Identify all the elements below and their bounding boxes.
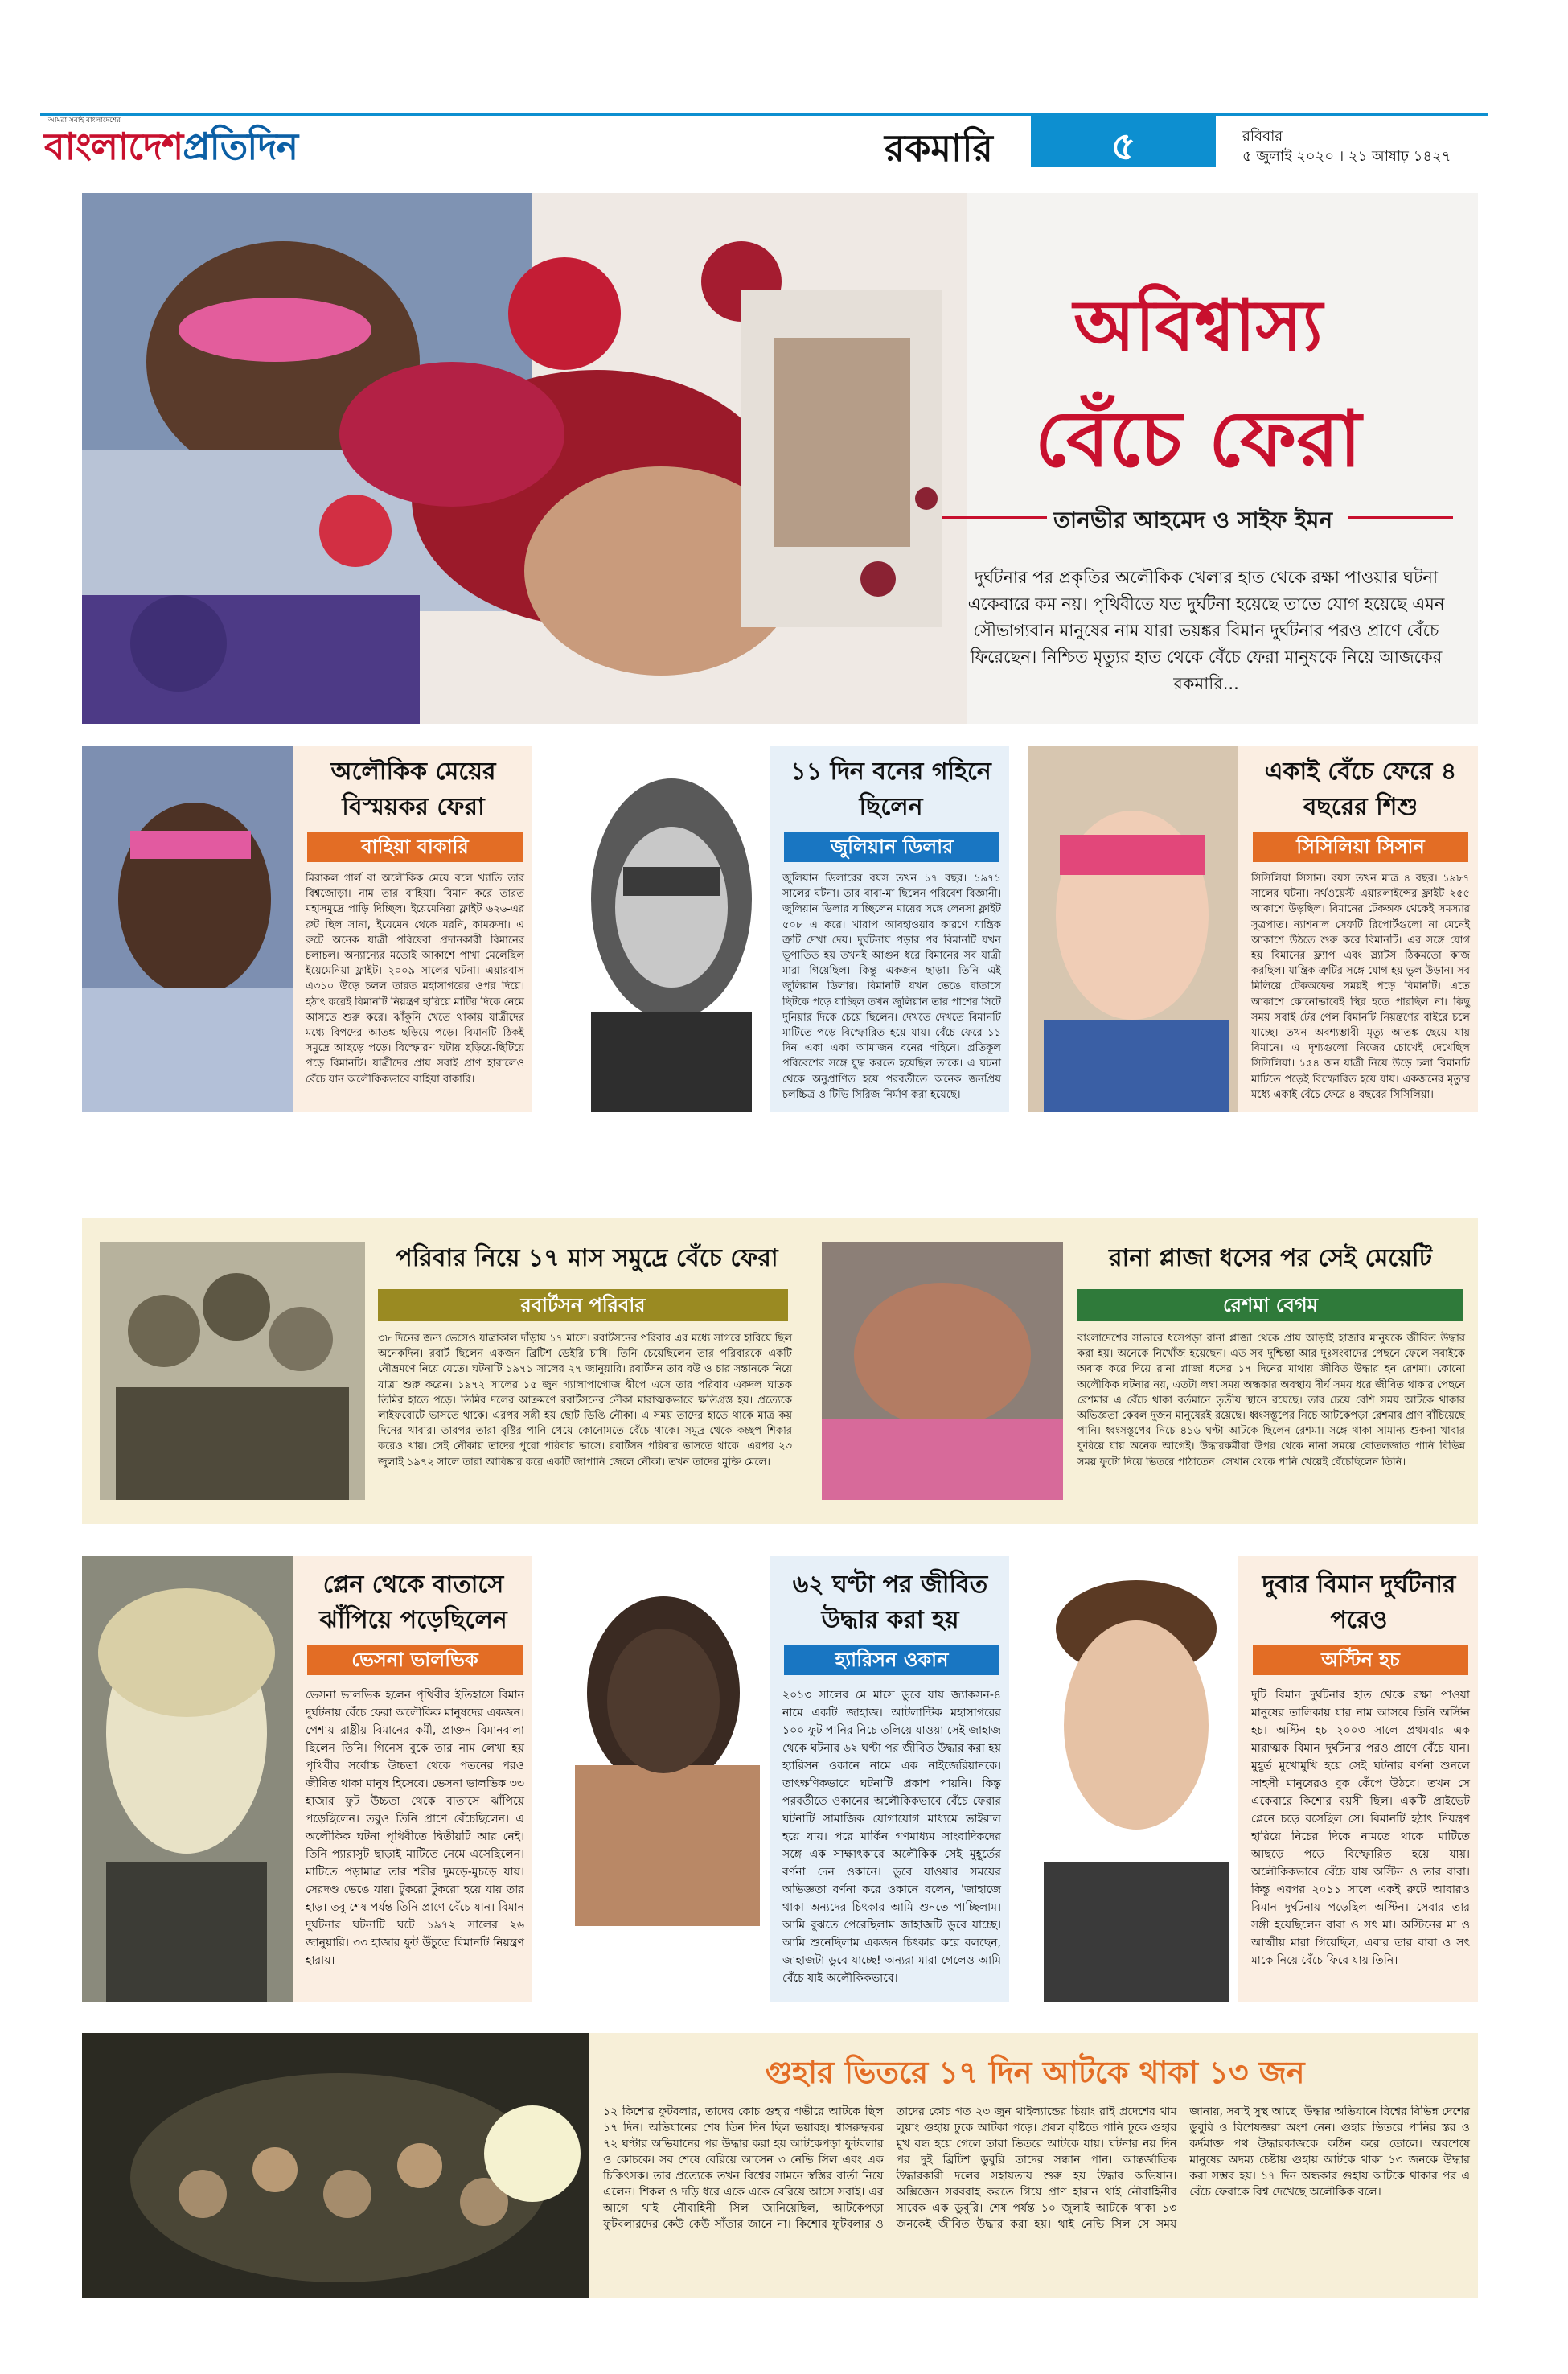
story-juliane [559,746,1009,1112]
masthead-rule [40,113,1488,116]
bahia-title: অলৌকিক মেয়ের বিস্ময়কর ফেরা [330,758,496,821]
story-harrison [559,1556,1009,2002]
robertson-name-bar: রবার্টসন পরিবার [378,1289,788,1321]
vesna-photo [82,1556,293,2002]
hero-banner [82,193,1478,724]
hero-byline: তানভীর আহমেদ ও সাইফ ইমন [1053,507,1333,533]
austin-photo [1028,1556,1238,2002]
vesna-name-bar: ভেসনা ভালভিক [307,1645,523,1675]
story-bahia [82,746,532,1112]
story-vesna [82,1556,532,2002]
austin-title: দুবার বিমান দুর্ঘটনার পরেও [1262,1571,1456,1634]
robertson-photo [100,1242,365,1500]
byline-rule-right [1348,516,1453,519]
bahia-photo [82,746,293,1112]
hero-title-line2: বেঁচে ফেরা [1035,394,1361,484]
austin-body: দুটি বিমান দুর্ঘটনার হাত থেকে রক্ষা পাওয়া মানুষের তালিকায় যার নাম আসবে তিনি অস্টিন হচ। অস্টিন হচ ২০০৩ সালে প্রথমবার এক মারাত্মক বিমান দুর্ঘটনার পরও প্রাণে বেঁচে যান। মুহূর্ত মুখোমুখি হয়ে সেই ঘটনার বর্ণনা শুনলে সাহসী মানুষেরও বুক কেঁপে উঠবে। তখন সে একেবারে কিশোর বয়সী ছিল। একটি প্রাইভেট প্লেনে চড়ে বসেছিল সে। বিমানটি হঠাৎ নিয়ন্ত্রণ হারিয়ে নিচের দিকে নামতে থাকে। মাটিতে আছড়ে পড়ে বিস্ফোরিত হয়ে যায়। অলৌকিকভাবে বেঁচে যায় অস্টিন ও তার বাবা। কিন্তু এরপর ২০১১ সালে একই রুটে আবারও বিমান দুর্ঘটনায় পড়েছিল অস্টিন। সেবার তার সঙ্গী হয়েছিলেন বাবা ও সৎ মা। অস্টিনের মা ও আত্মীয় মারা গিয়েছিল, এবার তার বাবা ও সৎ মাকে নিয়ে বেঁচে ফিরে যায় তিনি। [1251,1689,1470,1967]
paper-logo[interactable] [44,119,298,180]
reshma-body: বাংলাদেশের সাভারে ধসেপড়া রানা প্লাজা থেকে প্রায় আড়াই হাজার মানুষকে জীবিত উদ্ধার করা হয়। অনেকে নিখোঁজ হয়েছেন। এত সব দুশ্চিন্তা আর দুঃসংবাদের পেছনে ফেলে সবাইকে অবাক করে দিয়ে রানা প্লাজা ধসের ১৭ দিনের মাথায় জীবিত উদ্ধার হন রেশমা। কোনো অলৌকিক ঘটনার নয়, এতটা লম্বা সময় অন্ধকার অবস্থায় দীর্ঘ সময় ধরে জীবিত থাকার পেছনে রেশমার এ বেঁচে থাকা বর্তমানে তৃতীয় স্থানে রয়েছে। তার চেয়ে বেশি সময় আটকে থাকার অভিজ্ঞতা কেবল দুজন মানুষেরই রয়েছে। ধ্বংসস্তূপের নিচে আটকেপড়া রেশমার প্রাণ বাঁচিয়েছে পানি। ধ্বংসস্তূপের নিচে ৪১৬ ঘণ্টা আটকে ছিলেন রেশমা। সঙ্গে থাকা সামান্য শুকনা খাবার ফুরিয়ে যায় অনেক আগেই। উদ্ধারকর্মীরা উপর থেকে নানা সময়ে বোতলজাত পানি বিভিন্ন সময় ফুটো দিয়ে ভিতরে পাঠাতেন। সেখান থেকে পানি খেয়েই বেঁচেছিলেন তিনি। [1077,1333,1465,1468]
juliane-photo [559,746,770,1112]
robertson-title: পরিবার নিয়ে ১৭ মাস সমুদ্রে বেঁচে ফেরা [396,1244,778,1272]
cecelia-body: সিসিলিয়া সিসান। বয়স তখন মাত্র ৪ বছর। ১৯৮৭ সালের ঘটনা। নর্থওয়েস্ট এয়ারলাইন্সের ফ্লাইট ২৫৫ আকাশে উড়ছিল। বিমানের টেকঅফ থেকেই সমস্যার সূত্রপাত। ন্যাশনাল সেফটি রিপোর্টগুলো না মেনেই আকাশে উঠতে শুরু করে বিমানটি। এর সঙ্গে যোগ হয় বিমানের ফ্ল্যাপ এবং স্ল্যাটস ঠিকমতো কাজ করছিল। যান্ত্রিক ত্রুটির সঙ্গে যোগ হয় ভুল উড়ান। সব মিলিয়ে টেকঅফের সময়ই পড়ে বিমানটি। এতে আকাশে কোনোভাবেই স্থির হতে পারছিল না। কিছু সময় সবাই টের পেল বিমানটি নিয়ন্ত্রণের বাইরে চলে যাচ্ছে। তখন অবশ্যম্ভাবী মৃত্যু আতঙ্ক ছেয়ে যায় বিমানে। এ দৃশ্যগুলো নিজের চোখেই দেখেছিল সিসিলিয়া। ১৫৪ জন যাত্রী নিয়ে উড়ে চলা বিমানটি মাটিতে পড়েই বিস্ফোরিত হয়ে যায়। একজনের মৃত্যুর মধ্যে একাই বেঁচে ফেরে ৪ বছরের সিসিলিয়া। [1251,873,1470,1101]
cave-title: গুহার ভিতরে ১৭ দিন আটকে থাকা ১৩ জন [765,2055,1305,2090]
cecelia-photo [1028,746,1238,1112]
hero-title-line1: অবিশ্বাস্য [1073,284,1323,367]
juliane-body: জুলিয়ান ডিলারের বয়স তখন ১৭ বছর। ১৯৭১ সালের ঘটনা। তার বাবা-মা ছিলেন পরিবেশ বিজ্ঞানী। জুলিয়ান ডিলার যাচ্ছিলেন মায়ের সঙ্গে লেনসা ফ্লাইট ৫০৮ এ করে। খারাপ আবহাওয়ার কারণে যান্ত্রিক ত্রুটি দেখা দেয়। দুর্ঘটনায় পড়ার পর বিমানটি যখন ভূপাতিত হয় তখনই আগুন ধরে বিমানের সব যাত্রী মারা গিয়েছিল। কিন্তু একজন ছাড়া। তিনি এই জুলিয়ান ডিলার। বিমানটি যখন ভেঙে বাতাসে ছিটকে পড়ে যাচ্ছিল তখন জুলিয়ান তার পাশের সিটে দুনিয়ার দিকে চেয়ে ছিলেন। দেখতে দেখতে বিমানটি মাটিতে পড়ে বিস্ফোরিত হয়ে যায়। বেঁচে ফেরে ১১ দিন একা একা আমাজন বনের গহিনে। প্রতিকূল পরিবেশের সঙ্গে যুদ্ধ করতে হয়েছিল তাকে। এ ঘটনা থেকে অনুপ্রাণিত হয়ে পরবর্তীতে অনেক জনপ্রিয় চলচ্চিত্র ও টিভি সিরিজ নির্মাণ করা হয়েছে। [782,873,1001,1101]
reshma-name-bar: রেশমা বেগম [1077,1289,1463,1321]
juliane-name-bar: জুলিয়ান ডিলার [784,832,999,862]
harrison-name-bar: হ্যারিসন ওকান [784,1645,999,1675]
vesna-body: ভেসনা ভালভিক হলেন পৃথিবীর ইতিহাসে বিমান দুর্ঘটনায় বেঁচে ফেরা অলৌকিক মানুষদের একজন। পেশায় রাষ্ট্রীয় বিমানের কর্মী, প্রাক্তন বিমানবালা ছিলেন তিনি। গিনেস বুকে তার নাম লেখা হয় পৃথিবীর সর্বোচ্চ উচ্চতা থেকে পতনের পরও জীবিত থাকা মানুষ হিসেবে। ভেসনা ভালভিক ৩৩ হাজার ফুট উচ্চতা থেকে বাতাসে ঝাঁপিয়ে পড়েছিলেন। তবুও তিনি প্রাণে বেঁচেছিলেন। এ অলৌকিক ঘটনা পৃথিবীতে দ্বিতীয়টি আর নেই। তিনি প্যারাসুট ছাড়াই মাটিতে নেমে এসেছিলেন। মাটিতে পড়ামাত্র তার শরীর দুমড়ে-মুচড়ে যায়। সেরদণ্ড ভেঙে যায়। টুকরো টুকরো হয়ে যায় তার হাড়। তবু শেষ পর্যন্ত তিনি প্রাণে বেঁচে যান। বিমান দুর্ঘটনার ঘটনাটি ঘটে ১৯৭২ সালের ২৬ জানুয়ারি। ৩৩ হাজার ফুট উঁচুতে বিমানটি নিয়ন্ত্রণ হারায়। [306,1689,524,1967]
reshma-photo [822,1242,1063,1500]
issue-day: রবিবার [1242,128,1283,145]
cave-photo [82,2033,589,2298]
harrison-body: ২০১৩ সালের মে মাসে ডুবে যায় জ্যাকসন-৪ নামে একটি জাহাজ। আটলান্টিক মহাসাগরের ১০০ ফুট পানির নিচে তলিয়ে যাওয়া সেই জাহাজ থেকে ঘটনার ৬২ ঘণ্টা পর জীবিত উদ্ধার করা হয় হ্যারিসন ওকানে নামে এক নাইজেরিয়ানকে। তাৎক্ষণিকভাবে ঘটনাটি প্রকাশ পায়নি। কিন্তু পরবর্তীতে ওকানের অলৌকিকভাবে বেঁচে ফেরার ঘটনাটি সামাজিক যোগাযোগ মাধ্যমে ভাইরাল হয়ে যায়। পরে মার্কিন গণমাধ্যম সাংবাদিকদের সঙ্গে এক সাক্ষাৎকারে অলৌকিক সেই মুহূর্তের বর্ণনা দেন ওকানে। ডুবে যাওয়ার সময়ের অভিজ্ঞতা বর্ণনা করে ওকানে বলেন, 'জাহাজে থাকা অন্যদের চিৎকার আমি শুনতে পাচ্ছিলাম। আমি বুঝতে পেরেছিলাম জাহাজটি ডুবে যাচ্ছে। আমি শুনেছিলাম একজন চিৎকার করে বলছেন, জাহাজটা ডুবে যাচ্ছে! অন্যরা মারা গেলেও আমি বেঁচে যাই অলৌকিকভাবে। [782,1689,1001,1985]
vesna-title: প্লেন থেকে বাতাসে ঝাঁপিয়ে পড়েছিলেন [319,1571,507,1634]
cecelia-title: একাই বেঁচে ফেরে ৪ বছরের শিশু [1264,758,1457,821]
page-number-box [1031,113,1216,167]
story-cave [82,2033,1478,2298]
paper-name-b: প্রতিদিন [183,125,298,168]
cecelia-name-bar: সিসিলিয়া সিসান [1253,832,1468,862]
section-title: রকমারি [885,126,993,170]
paper-name-a: বাংলাদেশ [44,125,183,168]
masthead-tagline: আমরা সবাই বাংলাদেশের [48,117,121,125]
page-number: ৫ [1110,124,1136,169]
hero-intro: দুর্ঘটনার পর প্রকৃতির অলৌকিক খেলার হাত থেকে রক্ষা পাওয়ার ঘটনা একেবারে কম নয়। পৃথিবীতে যত দুর্ঘটনা হয়েছে তাতে যোগ হয়েছে এমন সৌভাগ্যবান মানুষের নাম যারা ভয়ঙ্কর বিমান দুর্ঘটনার পরও প্রাণে বেঁচে ফিরেছেন। নিশ্চিত মৃত্যুর হাত থেকে বেঁচে ফেরা মানুষকে নিয়ে আজকের রকমারি... [967,568,1445,693]
story-cecelia [1028,746,1478,1112]
story-austin [1028,1556,1478,2002]
bahia-body: মিরাকল গার্ল বা অলৌকিক মেয়ে বলে খ্যাতি তার বিশ্বজোড়া। নাম তার বাহিয়া। বিমান করে তারত মহাসমুদ্রে পাড়ি দিচ্ছিল। ইয়েমেনিয়া ফ্লাইট ৬২৬-এর রুট ছিল সানা, ইয়েমেন থেকে মরনি, কামরুসা। এ রুটে অনেক যাত্রী পরিষেবা প্রদানকারী বিমানের চলাচল। অন্যান্যের মতোই আকাশে পাখা মেলেছিল ইয়েমেনিয়া ফ্লাইট। ২০০৯ সালের ঘটনা। এয়ারবাস এ৩১০ উড়ে চলল তারত মহাসাগরের ওপর দিয়ে। হঠাৎ করেই বিমানটি নিয়ন্ত্রণ হারিয়ে মাটির দিকে নেমে আসতে শুরু করে। ঝাঁকুনি খেতে থাকায় যাত্রীদের মধ্যে বিপদের আতঙ্ক ছড়িয়ে পড়ে। বিমানটি ঠিকই সমুদ্রে আছড়ে পড়ে। বিস্ফোরণ ঘটায় ছড়িয়ে-ছিটিয়ে পড়ে বিমানটি। যাত্রীদের প্রায় সবাই প্রাণ হারালেও বেঁচে যান অলৌকিকভাবে বাহিয়া বাকারি। [306,873,524,1086]
harrison-title: ৬২ ঘণ্টা পর জীবিত উদ্ধার করা হয় [792,1571,988,1634]
issue-date: ৫ জুলাই ২০২০ । ২১ আষাঢ় ১৪২৭ [1242,148,1451,165]
cave-body: ১২ কিশোর ফুটবলার, তাদের কোচ গুহার গভীরে আটকে ছিল ১৭ দিন। অভিযানের শেষ তিন দিন ছিল ভয়াবহ। শ্বাসরুদ্ধকর ৭২ ঘণ্টার অভিযানের পর উদ্ধার করা হয় আটকেপড়া ফুটবলার ও কোচকে। সব শেষে বেরিয়ে আসেন ৩ নেভি সিল এবং এক চিকিৎসক। তার প্রত্যেকে তখন বিশ্বের সামনে স্বস্তির বার্তা নিয়ে এলেন। শিকল ও দড়ি ধরে একে একে বেরিয়ে আসে সবাই। এর আগে থাই নৌবাহিনী সিল জানিয়েছিল, আটকেপড়া ফুটবলারদের কেউ কেউ সাঁতার জানে না। কিশোর ফুটবলার ও তাদের কোচ গত ২৩ জুন থাইল্যান্ডের চিয়াং রাই প্রদেশের থাম লুয়াং গুহায় ঢুকে আটকা পড়ে। প্রবল বৃষ্টিতে পানি ঢুকে গুহার মুখ বন্ধ হয়ে গেলে তারা ভিতরে আটকে যায়। ঘটনার নয় দিন পর দুই ব্রিটিশ ডুবুরি তাদের সন্ধান পান। আন্তর্জাতিক উদ্ধারকারী দলের সহায়তায় শুরু হয় উদ্ধার অভিযান। অক্সিজেন সরবরাহ করতে গিয়ে প্রাণ হারান থাই নৌবাহিনীর সাবেক এক ডুবুরি। শেষ পর্যন্ত ১০ জুলাই আটকে থাকা ১৩ জনকেই জীবিত উদ্ধার করা হয়। থাই নেভি সিল সে সময় জানায়, সবাই সুস্থ আছে। উদ্ধার অভিযানে বিশ্বের বিভিন্ন দেশের ডুবুরি ও বিশেষজ্ঞরা অংশ নেন। গুহার ভিতরে পানির স্তর ও কর্দমাক্ত পথ উদ্ধারকাজকে কঠিন করে তোলে। অবশেষে মানুষের অদম্য চেষ্টায় গুহায় আটকে থাকা ১৩ জনকে উদ্ধার করা সম্ভব হয়। ১৭ দিন অন্ধকার গুহায় আটকে থাকার পর এ বেঁচে ফেরাকে বিশ্ব দেখেছে অলৌকিক বলে। [603,2105,1470,2231]
juliane-title: ১১ দিন বনের গহিনে ছিলেন [790,758,991,821]
story-reshma [822,1218,1478,1524]
reshma-title: রানা প্লাজা ধসের পর সেই মেয়েটি [1109,1244,1432,1272]
austin-name-bar: অস্টিন হচ [1253,1645,1468,1675]
byline-rule-left [942,516,1047,519]
bahia-name-bar: বাহিয়া বাকারি [307,832,523,862]
robertson-body: ৩৮ দিনের জন্য ভেসেও যাত্রাকাল দাঁড়ায় ১৭ মাসে। রবার্টসনের পরিবার এর মধ্যে সাগরে হারিয়ে ছিল অনেকদিন। রবার্ট ছিলেন একজন ব্রিটিশ ডেইরি চাষি। তিনি চেয়েছিলেন তার পরিবারকে একটি নৌভ্রমণে নিয়ে যেতে। ঘটনাটি ১৯৭১ সালের ২৭ জানুয়ারি। রবার্টসন তার বউ ও চার সন্তানকে নিয়ে যাত্রা শুরু করেন। ১৯৭২ সালের ১৫ জুন গ্যালাপাগোজ দ্বীপে এসে তার পরিবার একদল ঘাতক তিমির হাতে পড়ে। তিমির দলের আক্রমণে রবার্টসনের নৌকা মারাত্মকভাবে ক্ষতিগ্রস্ত হয়। প্রত্যেকে লাইফবোটে ভাসতে থাকে। এরপর সঙ্গী হয় ছোট ডিঙি নৌকা। এ সময় তাদের হাতে থাকে মাত্র কয় দিনের খাবার। তারপর তারা বৃষ্টির পানি খেয়ে কোনোমতে বেঁচে থাকে। সমুদ্র থেকে কচ্ছপ শিকার করেও খায়। সেই নৌকায় তাদের পুরো পরিবার ভাসে। রবার্টসন পরিবার ভাসতে থাকে। এরপর ২৩ জুলাই ১৯৭২ সালে তারা আবিষ্কার করে একটি জাপানি জেলে নৌকা। তখন তাদের মুক্তি মেলে। [378,1333,792,1468]
harrison-photo [559,1556,770,2002]
story-robertson [82,1218,804,1524]
hero-collage-image [82,193,967,724]
